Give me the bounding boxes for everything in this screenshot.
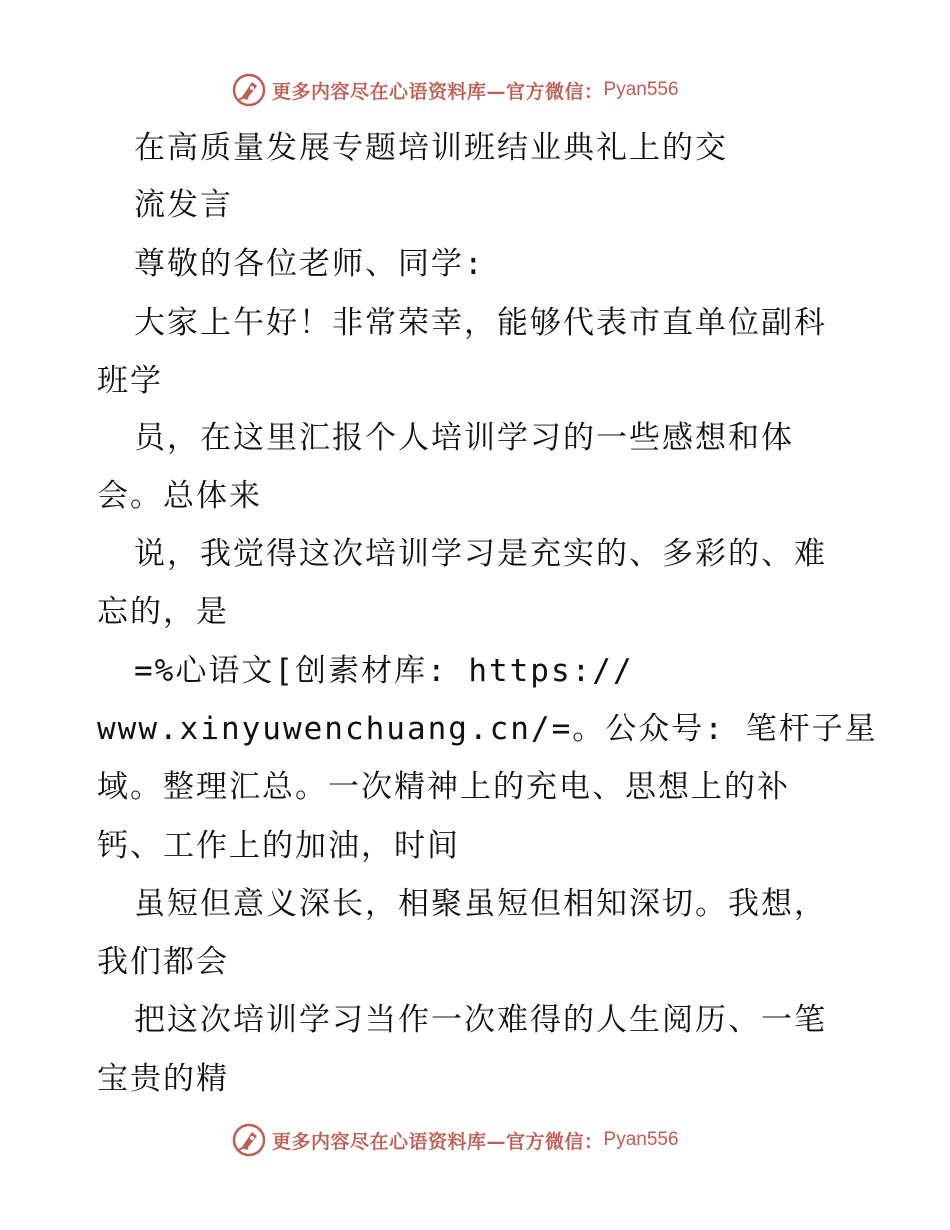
text-line: =%心语文[创素材库: https:// [134, 653, 634, 689]
text-line: 流发言 [134, 187, 233, 223]
watermark-text: 更多内容尽在心语资料库—官方微信： [272, 1130, 604, 1153]
text-line: 说，我觉得这次培训学习是充实的、多彩的、难 [134, 536, 827, 572]
watermark-text: 更多内容尽在心语资料库—官方微信： [272, 80, 604, 103]
pen-nib-icon [232, 1123, 266, 1157]
text-line: 域。整理汇总。一次精神上的充电、思想上的补 [97, 769, 790, 805]
watermark-wechat-id: Pyan556 [603, 79, 679, 100]
watermark-wechat-id: Pyan556 [603, 1129, 679, 1150]
text-line: 会。总体来 [97, 478, 262, 514]
text-line: 班学 [97, 363, 163, 399]
text-line: 钙、工作上的加油，时间 [97, 828, 460, 864]
text-line: 忘的，是 [97, 594, 229, 630]
text-line: 在高质量发展专题培训班结业典礼上的交 [134, 130, 728, 166]
text-line: 我们都会 [97, 944, 229, 980]
text-line: 大家上午好！非常荣幸，能够代表市直单位副科 [134, 305, 827, 341]
text-line: 尊敬的各位老师、同学: [134, 246, 485, 282]
text-line: 宝贵的精 [97, 1061, 229, 1097]
footer-watermark [232, 1120, 679, 1160]
text-line: 把这次培训学习当作一次难得的人生阅历、一笔 [134, 1002, 827, 1038]
text-line: www.xinyuwenchuang.cn/=。公众号: 笔杆子星 [97, 711, 878, 747]
text-line: 员，在这里汇报个人培训学习的一些感想和体 [134, 420, 794, 456]
text-line: 虽短但意义深长，相聚虽短但相知深切。我想， [134, 886, 827, 922]
